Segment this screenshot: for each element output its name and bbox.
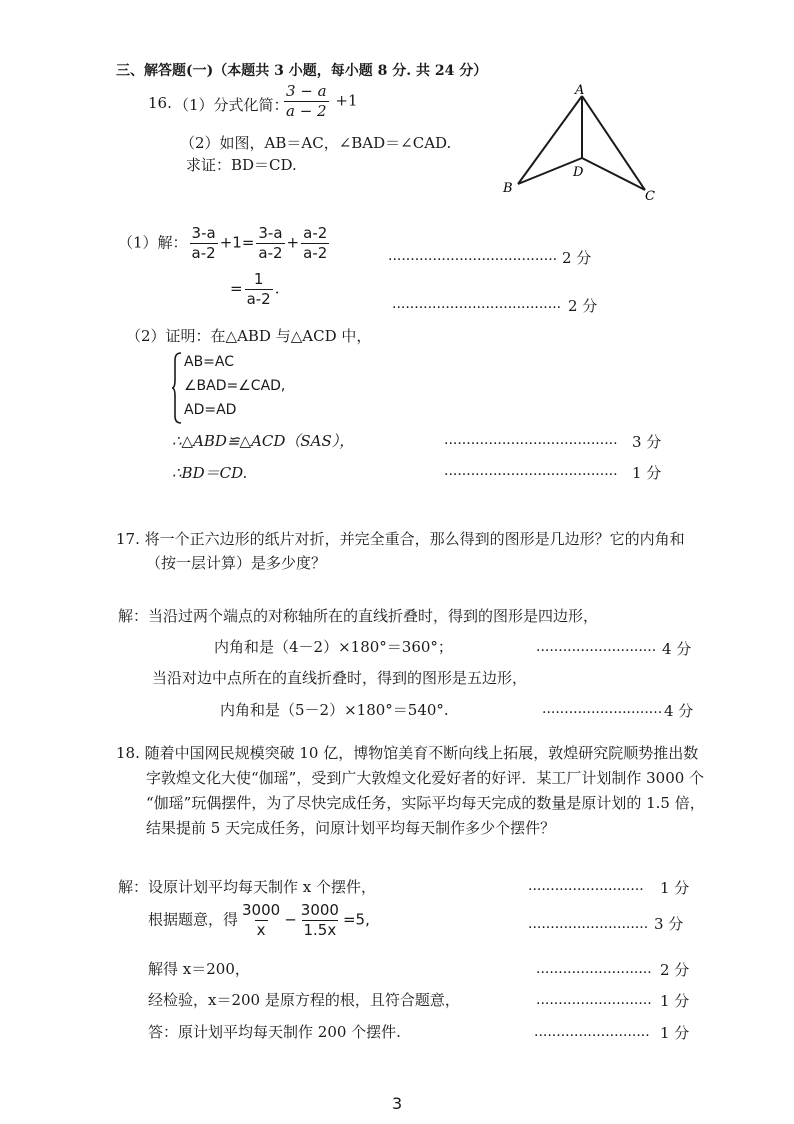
side-ac [582,96,645,190]
sol16-dots2: ...................................... [392,296,562,312]
sol16-f3-num: a-2 [303,224,328,242]
q18-dots5: .......................... [534,1024,650,1040]
q18-fb-num: 3000 [300,901,339,919]
sol16-dots3: ....................................... [444,432,618,448]
q18-sol5: 答：原计划平均每天制作 200 个摆件. [148,1023,401,1041]
sol16-f4-num: 1 [253,270,264,288]
q17-line1: 17. 将一个正六边形的纸片对折，并完全重合，那么得到的图形是几边形？它的内角和 [116,530,685,548]
q17-score2: 4 分 [664,702,694,720]
q18-sol2 [148,901,370,940]
q18-sol2-prefix: 根据题意，得 [148,910,239,929]
q17-sol-line4: 内角和是（5－2）×180°＝540°. [220,701,449,719]
q18-dots4: .......................... [536,992,652,1008]
sol16-score2: 2 分 [568,297,598,315]
sol16-p2-intro: （2）证明：在△ABD 与△ACD 中， [126,327,372,345]
q16-plus-one: +1 [335,91,358,110]
q17-sol-line3: 当沿对边中点所在的直线折叠时，得到的图形是五边形， [152,669,528,687]
q16-fraction [282,82,358,121]
label-d: D [573,165,584,180]
q18-fa-den: x [256,921,266,939]
brace-line-2: ∠BAD=∠CAD, [184,378,286,394]
q18-minus: − [284,910,297,929]
q16-part2-line2: 求证：BD＝CD. [186,156,297,174]
q18-line4: 结果提前 5 天完成任务，问原计划平均每天制作多少个摆件？ [146,819,556,837]
q17-line2: （按一层计算）是多少度？ [146,554,327,572]
sol16-score4: 1 分 [632,464,662,482]
sol16-f1-num: 3-a [191,224,216,242]
q18-score3: 2 分 [660,961,690,979]
sol16-f3-den: a-2 [303,244,328,262]
sol16-conclusion: ∴BD＝CD. [172,464,248,482]
brace-line-3: AD=AD [184,402,237,418]
label-a: A [575,83,585,98]
q18-fb-den: 1.5x [303,921,337,939]
page-number: 3 [392,1094,403,1113]
sol16-f4-den: a-2 [246,290,271,308]
q18-sol1: 解：设原计划平均每天制作 x 个摆件， [118,878,376,896]
q18-fa-num: 3000 [242,901,281,919]
q17-dots1: ........................... [536,639,657,655]
q18-dots1: .......................... [528,878,644,894]
label-c: C [645,189,655,204]
label-b: B [503,181,513,196]
left-brace-icon [172,352,182,424]
q18-line2: 字敦煌文化大使“伽瑶”，受到广大敦煌文化爱好者的好评．某工厂计划制作 3000 个 [146,769,705,787]
sol16-p1-line2 [230,270,280,309]
q18-line3: “伽瑶”玩偶摆件，为了尽快完成任务，实际平均每天完成的数量是原计划的 1.5 倍， [146,794,705,812]
triangle-figure [495,82,665,207]
segment-dc [582,158,645,190]
q18-sol4: 经检验，x＝200 是原方程的根，且符合题意， [148,991,460,1009]
brace-line-1: AB=AC [184,354,235,370]
sol16-score1: 2 分 [562,249,592,267]
q18-score4: 1 分 [660,992,690,1010]
q16-number: 16. [148,94,172,112]
q18-dots3: .......................... [536,961,652,977]
q18-line1: 18. 随着中国网民规模突破 10 亿，博物馆美育不断向线上拓展，敦煌研究院顺势推出数 [116,744,699,762]
q18-score5: 1 分 [660,1024,690,1042]
section-title: 三、解答题(一)（本题共 3 小题，每小题 8 分. 共 24 分） [116,63,488,79]
q17-sol-line2: 内角和是（4－2）×180°＝360°； [214,638,453,656]
q16-frac-numerator: 3 − a [286,82,327,100]
sol16-plus1: +1= [219,233,255,252]
q18-eq5: =5, [342,910,370,929]
q18-dots2: ........................... [528,916,649,932]
q17-sol-line1: 解：当沿过两个端点的对称轴所在的直线折叠时，得到的图形是四边形， [118,607,599,625]
sol16-f2-den: a-2 [258,244,283,262]
q18-score1: 1 分 [660,879,690,897]
q16-part1-label: （1）分式化简： [174,96,289,114]
q17-score1: 4 分 [662,640,692,658]
sol16-plus: + [286,233,300,252]
sol16-p1-prefix: （1）解： [118,233,188,252]
sol16-score3: 3 分 [632,433,662,451]
sol16-congruent: ∴△ABD≌△ACD（SAS）， [172,432,355,450]
q18-sol3: 解得 x＝200， [148,960,250,978]
q18-score2: 3 分 [654,915,684,933]
sol16-eq: = [230,279,243,298]
sol16-dots1: ...................................... [388,248,558,264]
q17-dots2: ........................... [542,701,663,717]
q16-frac-denominator: a − 2 [286,102,327,120]
sol16-dots4: ....................................... [444,463,618,479]
q16-part2-line1: （2）如图，AB＝AC，∠BAD＝∠CAD. [180,134,452,152]
sol16-period: . [274,279,280,298]
sol16-p1-line1 [118,224,331,263]
sol16-f2-num: 3-a [258,224,283,242]
sol16-f1-den: a-2 [191,244,216,262]
